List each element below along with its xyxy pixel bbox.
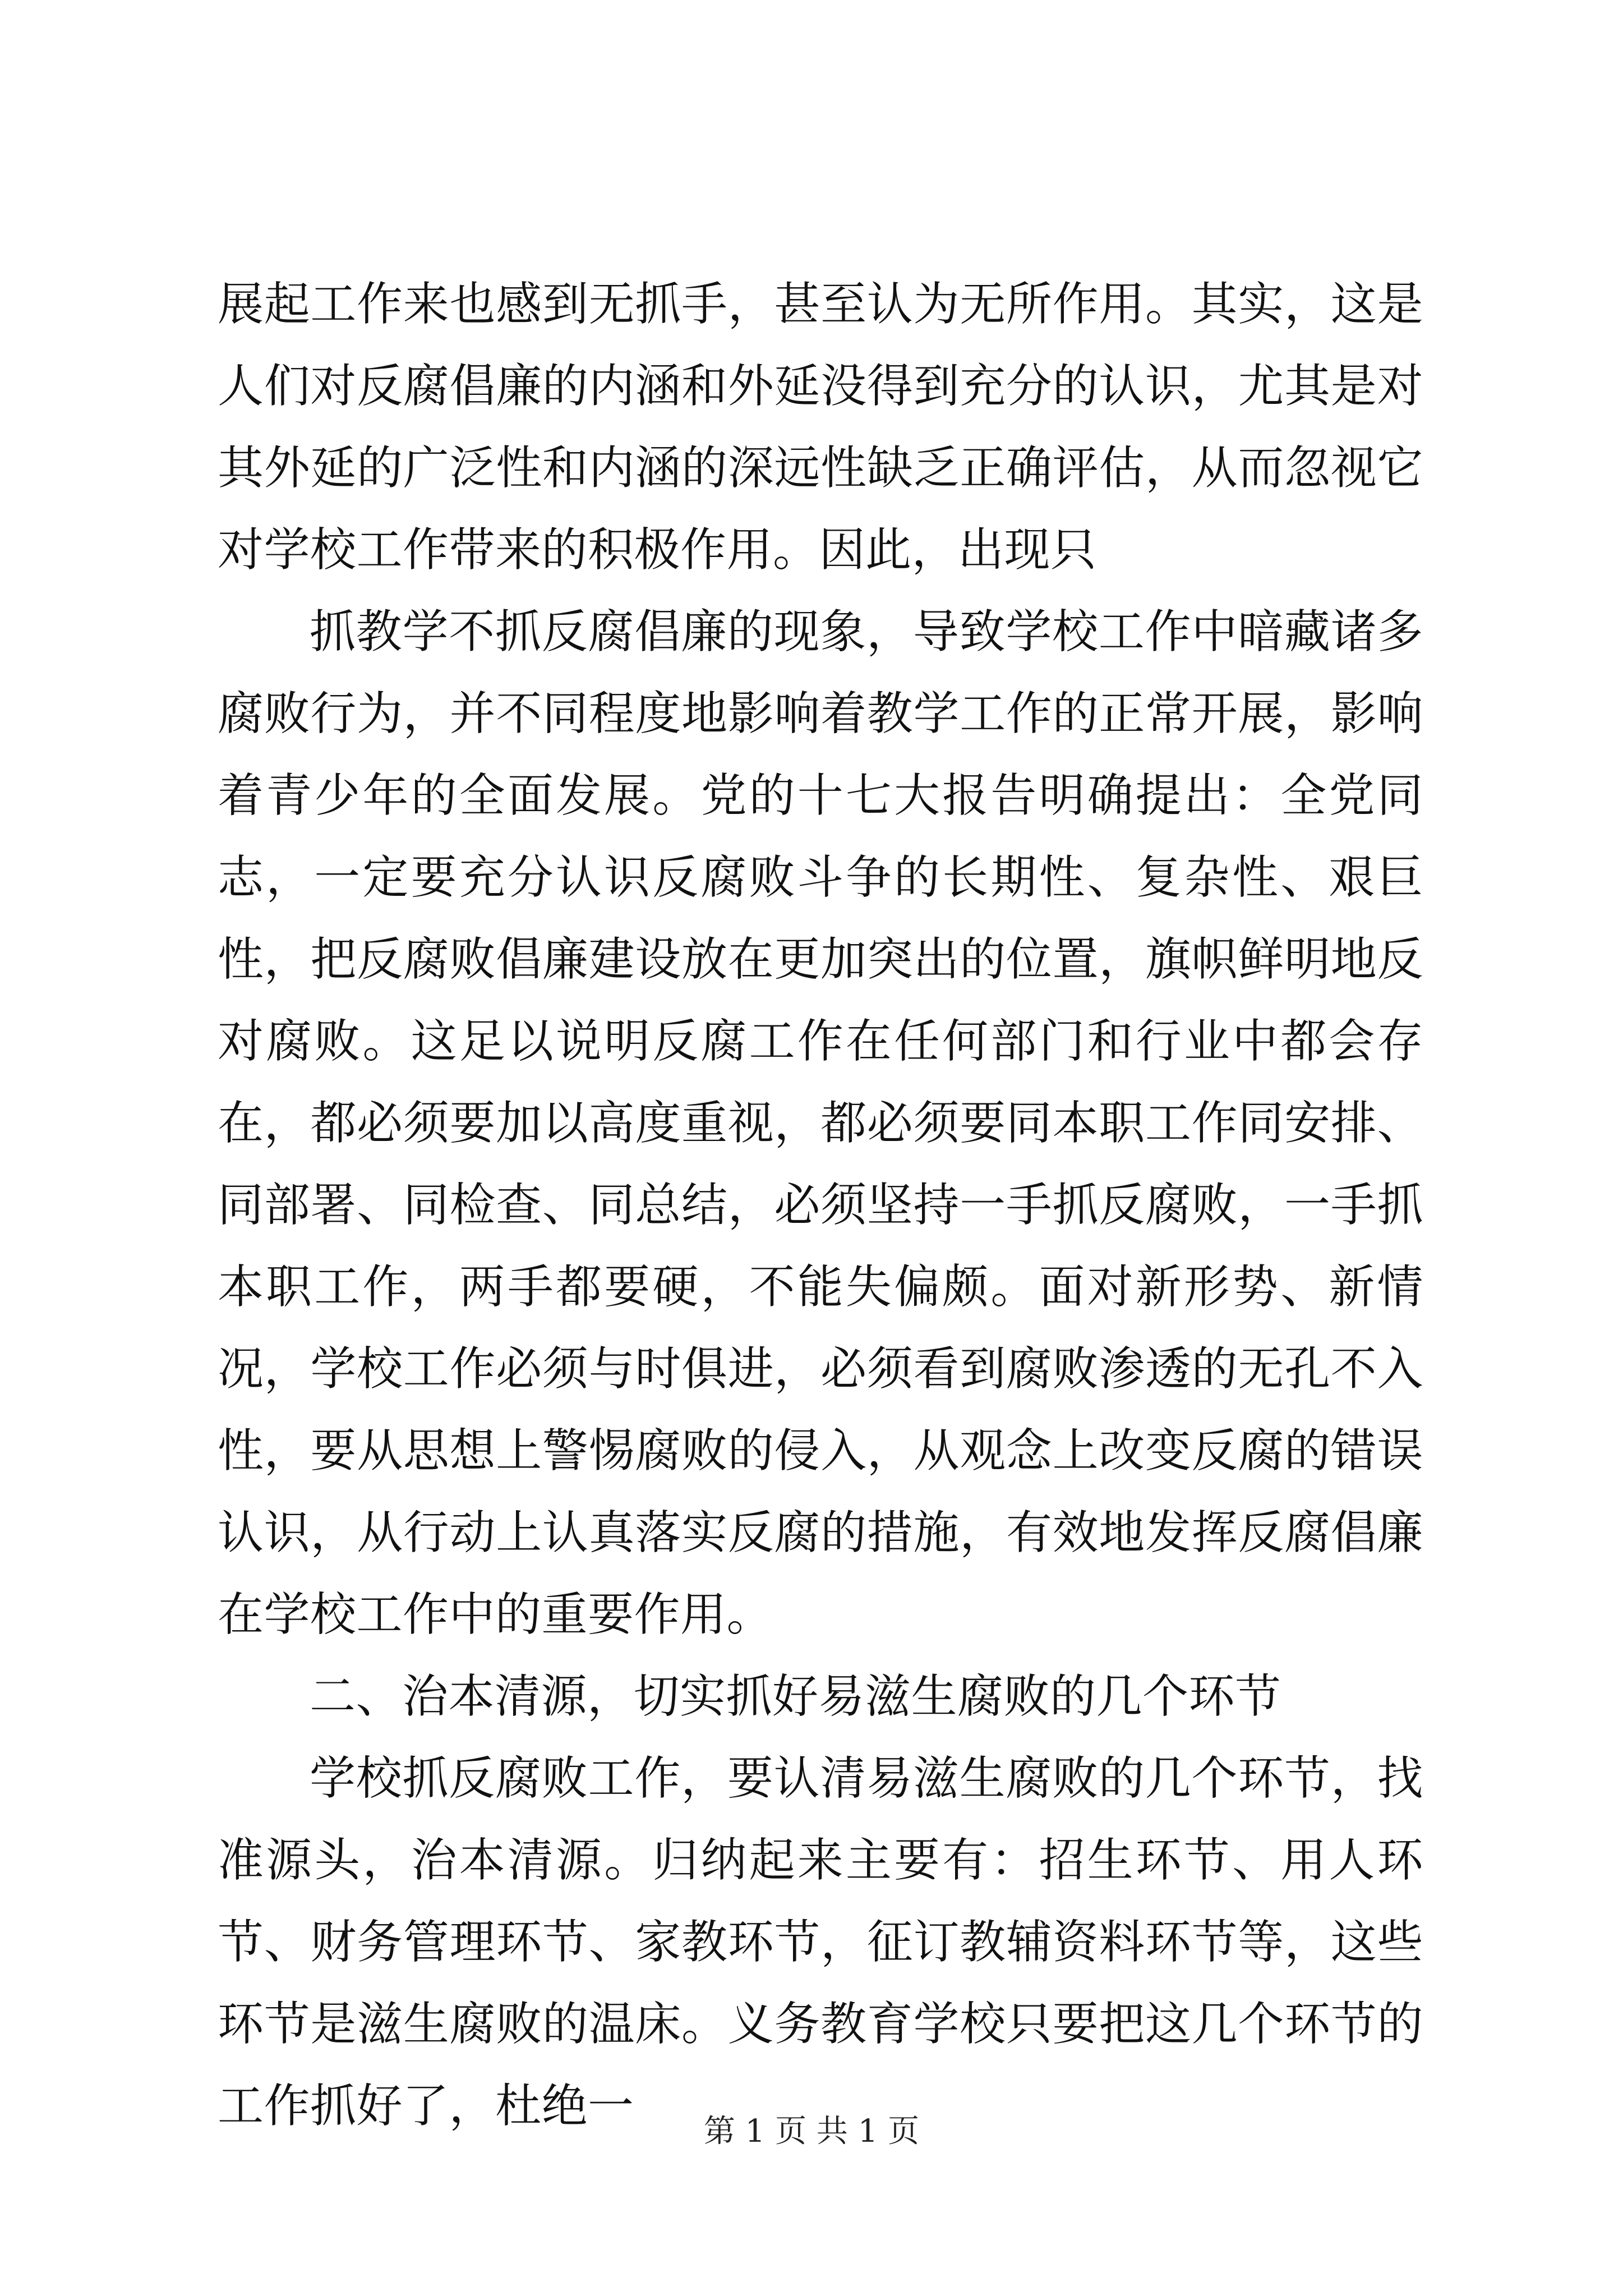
paragraph-continuation: 展起工作来也感到无抓手，甚至认为无所作用。其实，这是人们对反腐倡廉的内涵和外延没得到充分的认识，尤其是对其外延的广泛性和内涵的深远性缺乏正确评估，从而忽视它对学校工作带来的积极作用。因此，出现只 [218,278,1423,577]
paragraph-key-links: 学校抓反腐败工作，要认清易滋生腐败的几个环节，找准源头，治本清源。归纳起来主要有：招生环节、用人环节、财务管理环节、家教环节，征订教辅资料环节等，这些环节是滋生腐败的温床。义务教育学校只要把这几个环节的工作抓好了，杜绝一 [218,1752,1423,2133]
section-heading: 二、治本清源，切实抓好易滋生腐败的几个环节 [310,1670,1281,1723]
document-body [218,264,1423,2147]
page-number-footer: 第 1 页 共 1 页 [703,2113,920,2150]
paragraph-anti-corruption-importance: 抓教学不抓反腐倡廉的现象，导致学校工作中暗藏诸多腐败行为，并不同程度地影响着教学工作的正常开展，影响着青少年的全面发展。党的十七大报告明确提出：全党同志，一定要充分认识反腐败斗争的长期性、复杂性、艰巨性，把反腐败倡廉建设放在更加突出的位置，旗帜鲜明地反对腐败。这足以说明反腐工作在任何部门和行业中都会存在，都必须要加以高度重视，都必须要同本职工作同安排、同部署、同检查、同总结，必须坚持一手抓反腐败，一手抓本职工作，两手都要硬，不能失偏颇。面对新形势、新情况，学校工作必须与时俱进，必须看到腐败渗透的无孔不入性，要从思想上警惕腐败的侵入，从观念上改变反腐的错误认识，从行动上认真落实反腐的措施，有效地发挥反腐倡廉在学校工作中的重要作用。 [218,605,1423,1641]
